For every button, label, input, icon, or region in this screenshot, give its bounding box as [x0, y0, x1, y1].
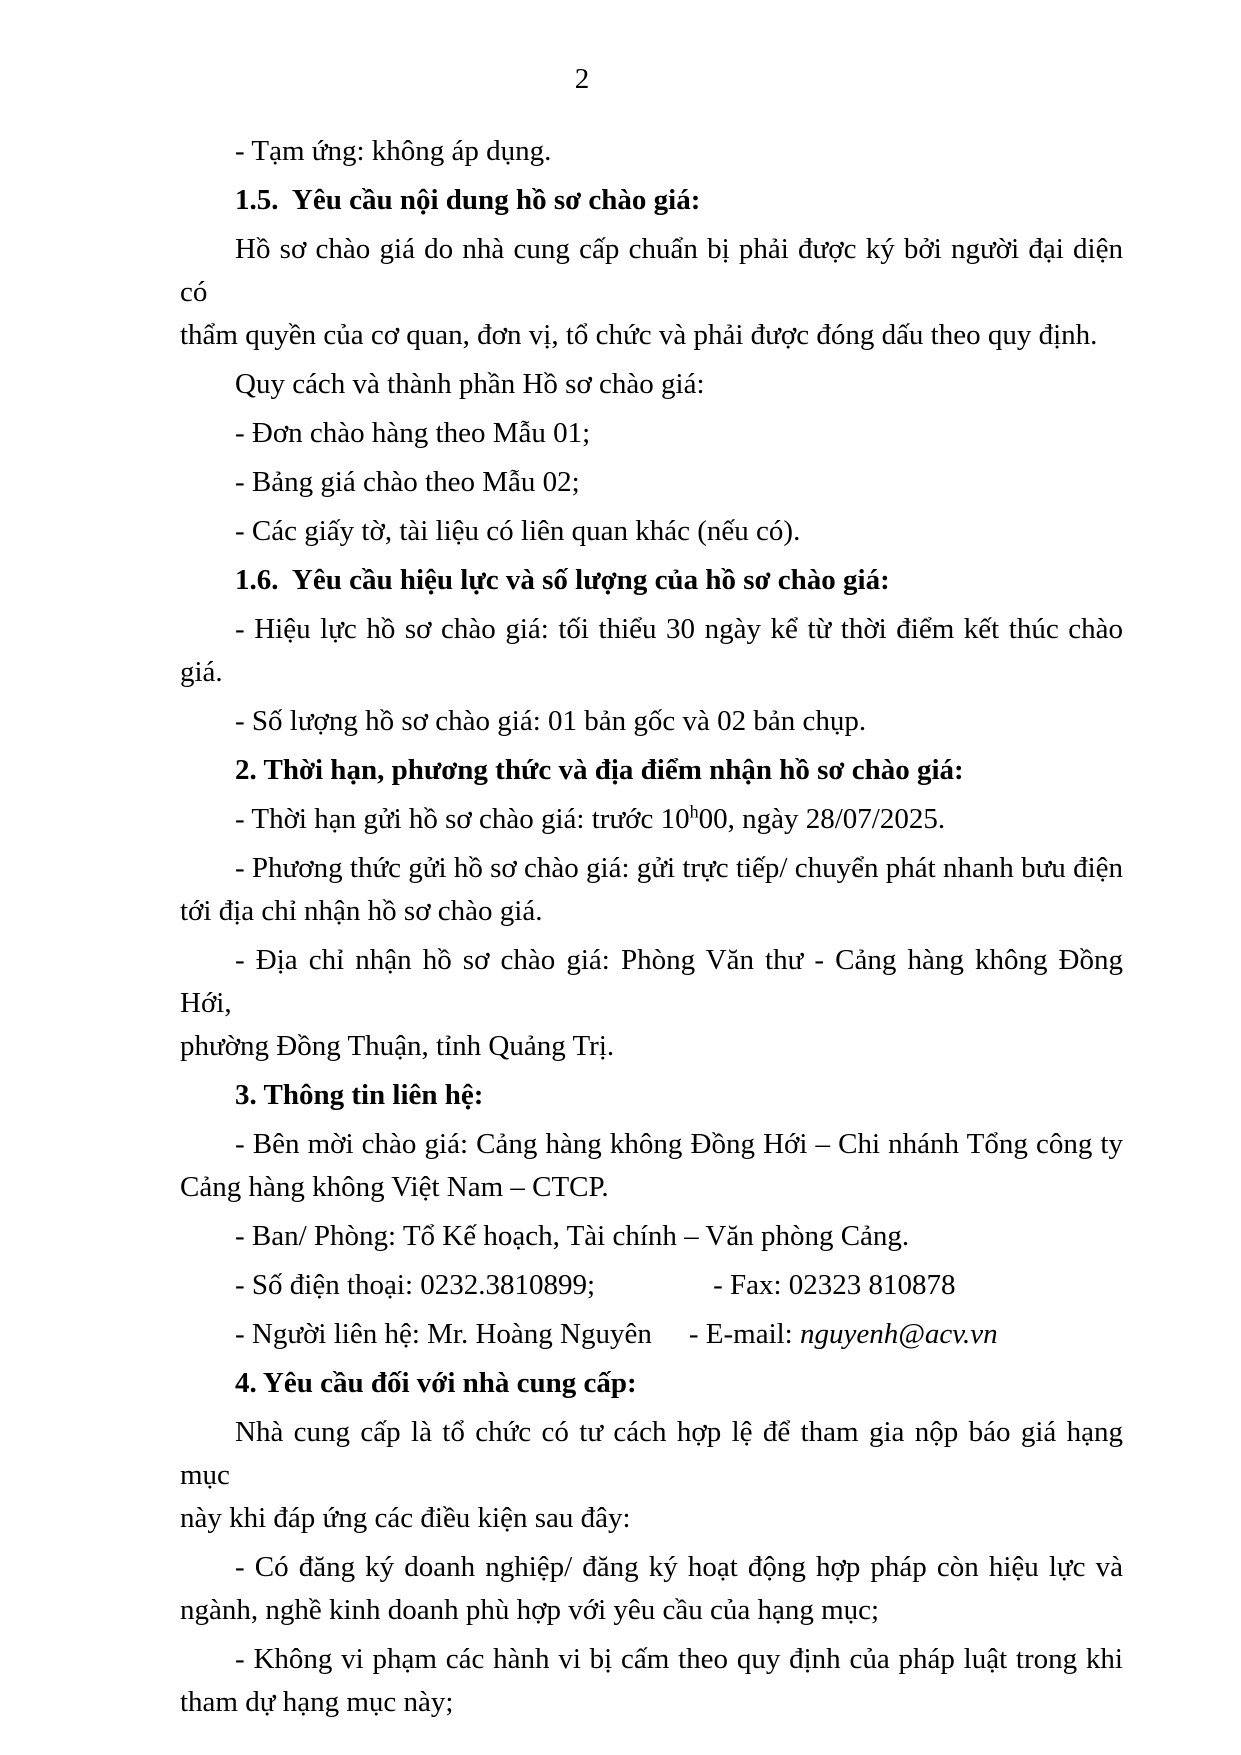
heading-1-6 — [180, 559, 1123, 602]
text-run: Nhà cung cấp là tổ chức có tư cách hợp lệ để tham gia nộp báo giá hạng mục — [180, 1416, 1123, 1491]
text-run: giá. — [180, 656, 223, 688]
text-line — [180, 700, 1123, 743]
text-run: 00, ngày 28/07/2025. — [698, 803, 946, 835]
text-line — [180, 798, 1123, 841]
text-line — [180, 749, 1123, 792]
text-run: - Thời hạn gửi hồ sơ chào giá: trước 10 — [235, 803, 690, 835]
text-run: phường Đồng Thuận, tỉnh Quảng Trị. — [180, 1030, 615, 1062]
text-run: - E-mail: — [688, 1318, 800, 1350]
text-line — [180, 1264, 1123, 1307]
text-run: - Bên mời chào giá: Cảng hàng không Đồng Hới – Chi nhánh Tổng công ty — [235, 1128, 1123, 1160]
para-validity — [180, 608, 1123, 694]
para-advance-payment — [180, 130, 1123, 173]
text-run: tham dự hạng mục này; — [180, 1686, 454, 1718]
text-line — [180, 608, 1123, 651]
text-run: 1.5. Yêu cầu nội dung hồ sơ chào giá: — [235, 184, 701, 216]
text-line — [180, 847, 1123, 890]
text-run: - Hiệu lực hồ sơ chào giá: tối thiểu 30 ngày kể từ thời điểm kết thúc chào — [235, 613, 1123, 645]
text-line — [180, 1546, 1123, 1589]
list-item-other-docs — [180, 510, 1123, 553]
para-phone-fax — [180, 1264, 1123, 1307]
text-run: 4. Yêu cầu đối với nhà cung cấp: — [235, 1367, 637, 1399]
text-line — [180, 1638, 1123, 1681]
text-run: - Số lượng hồ sơ chào giá: 01 bản gốc và 02 bản chụp. — [235, 705, 867, 737]
para-address — [180, 939, 1123, 1068]
tab-space — [652, 1342, 689, 1343]
text-run: - Tạm ứng: không áp dụng. — [235, 135, 552, 167]
para-method — [180, 847, 1123, 933]
text-run: nguyenh@acv.vn — [800, 1318, 998, 1350]
para-ho-so-preparation — [180, 228, 1123, 357]
text-line — [180, 130, 1123, 173]
text-run: - Người liên hệ: Mr. Hoàng Nguyên — [235, 1318, 652, 1350]
list-item-mau-02 — [180, 461, 1123, 504]
text-line — [180, 651, 1123, 694]
text-run: này khi đáp ứng các điều kiện sau đây: — [180, 1502, 631, 1534]
page-number: 2 — [574, 63, 590, 95]
text-run: - Số điện thoại: 0232.3810899; — [235, 1269, 596, 1301]
heading-1-5 — [180, 179, 1123, 222]
text-line — [180, 1074, 1123, 1117]
text-line — [180, 412, 1123, 455]
text-run: 1.6. Yêu cầu hiệu lực và số lượng của hồ sơ chào giá: — [235, 564, 890, 596]
text-line — [180, 1362, 1123, 1405]
document-content — [180, 130, 1123, 1730]
text-run: - Phương thức gửi hồ sơ chào giá: gửi trực tiếp/ chuyển phát nhanh bưu điện — [235, 852, 1123, 884]
heading-2 — [180, 749, 1123, 792]
text-run: ngành, nghề kinh doanh phù hợp với yêu cầu của hạng mục; — [180, 1594, 880, 1626]
text-line — [180, 1589, 1123, 1632]
text-line — [180, 179, 1123, 222]
text-line — [180, 461, 1123, 504]
text-run: - Các giấy tờ, tài liệu có liên quan khác (nếu có). — [235, 515, 801, 547]
text-run: - Đơn chào hàng theo Mẫu 01; — [235, 417, 591, 449]
para-inviting-party — [180, 1123, 1123, 1209]
text-run: Hồ sơ chào giá do nhà cung cấp chuẩn bị phải được ký bởi người đại diện có — [180, 233, 1123, 308]
text-run: - Fax: 02323 810878 — [713, 1269, 956, 1301]
text-run: - Có đăng ký doanh nghiệp/ đăng ký hoạt động hợp pháp còn hiệu lực và — [235, 1551, 1123, 1583]
text-line — [180, 1681, 1123, 1724]
text-line — [180, 228, 1123, 314]
text-run: - Bảng giá chào theo Mẫu 02; — [235, 466, 580, 498]
text-line — [180, 1497, 1123, 1540]
text-line — [180, 890, 1123, 933]
para-supplier-eligibility — [180, 1411, 1123, 1540]
text-run: 3. Thông tin liên hệ: — [235, 1079, 484, 1111]
text-line — [180, 559, 1123, 602]
para-no-violation — [180, 1638, 1123, 1724]
text-line — [180, 1215, 1123, 1258]
tab-space — [595, 1293, 713, 1294]
text-line — [180, 1313, 1123, 1356]
superscript-text-run: h — [689, 801, 699, 822]
text-line — [180, 314, 1123, 357]
text-run: Quy cách và thành phần Hồ sơ chào giá: — [235, 368, 705, 400]
heading-4 — [180, 1362, 1123, 1405]
para-business-registration — [180, 1546, 1123, 1632]
text-line — [180, 1123, 1123, 1166]
text-run: 2. Thời hạn, phương thức và địa điểm nhận hồ sơ chào giá: — [235, 754, 964, 786]
text-line — [180, 363, 1123, 406]
text-line — [180, 1025, 1123, 1068]
para-quantity — [180, 700, 1123, 743]
text-run: thẩm quyền của cơ quan, đơn vị, tổ chức và phải được đóng dấu theo quy định. — [180, 319, 1098, 351]
heading-3 — [180, 1074, 1123, 1117]
list-item-mau-01 — [180, 412, 1123, 455]
text-run: - Không vi phạm các hành vi bị cấm theo quy định của pháp luật trong khi — [235, 1643, 1123, 1675]
para-quy-cach — [180, 363, 1123, 406]
text-run: - Địa chỉ nhận hồ sơ chào giá: Phòng Văn thư - Cảng hàng không Đồng Hới, — [180, 944, 1123, 1019]
para-department — [180, 1215, 1123, 1258]
text-run: Cảng hàng không Việt Nam – CTCP. — [180, 1171, 609, 1203]
para-contact-email — [180, 1313, 1123, 1356]
text-line — [180, 510, 1123, 553]
para-deadline — [180, 798, 1123, 841]
text-line — [180, 1166, 1123, 1209]
text-run: tới địa chỉ nhận hồ sơ chào giá. — [180, 895, 543, 927]
text-line — [180, 939, 1123, 1025]
text-run: - Ban/ Phòng: Tổ Kế hoạch, Tài chính – Văn phòng Cảng. — [235, 1220, 910, 1252]
text-line — [180, 1411, 1123, 1497]
